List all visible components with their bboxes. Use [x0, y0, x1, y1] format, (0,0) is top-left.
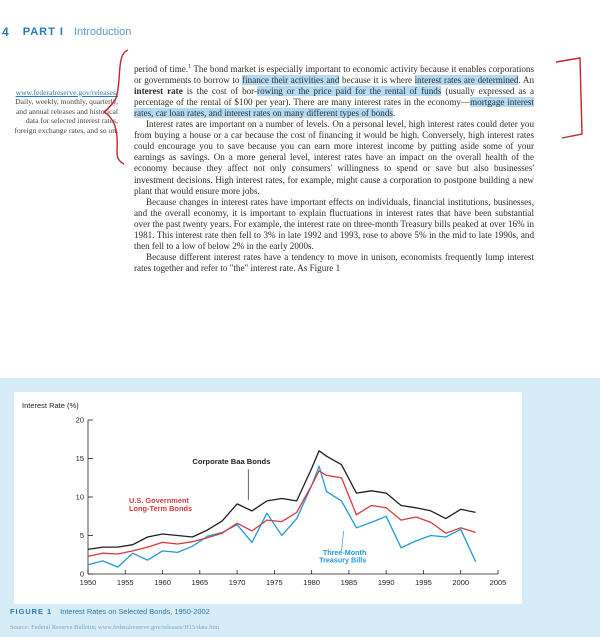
p1-text-d: . An: [518, 75, 534, 86]
margin-note-text: Daily, weekly, monthly, quarterly, and annual releases and historical data for selected interest rates, foreign exchange rates, and so on.: [14, 97, 118, 135]
p1-text-f: (usually expressed as a percentage of the rental of $100 per year). There are many interest rates in the economy—: [134, 86, 535, 108]
figure-number: FIGURE 1: [10, 607, 53, 616]
x-tick-label: 1985: [340, 578, 358, 587]
y-tick-label: 5: [79, 531, 84, 540]
margin-note-link[interactable]: www.federalreserve.gov/releases/: [15, 88, 118, 97]
x-tick-label: 1950: [79, 578, 97, 587]
label-tbill-line1: Three-Month: [322, 547, 367, 557]
p1-text-g: .: [392, 108, 396, 119]
x-tick-label: 1955: [116, 578, 134, 587]
body-text: [134, 62, 534, 274]
x-tick-label: 2005: [489, 578, 507, 587]
x-tick-label: 1980: [303, 578, 320, 587]
highlight-3: rowing or the price paid for the rental of funds: [257, 86, 442, 97]
p1-text-a: period of time.: [134, 64, 189, 75]
figure-source: Source: Federal Reserve Bulletin; www.federalreserve.gov/releases/H15/data.htm: [10, 624, 220, 631]
y-tick-label: 20: [75, 415, 84, 425]
page-number: 4: [2, 25, 9, 39]
x-tick-label: 1965: [191, 578, 209, 587]
footnote-marker: 1: [188, 64, 192, 70]
y-tick-label: 15: [75, 454, 84, 463]
figure-caption: [10, 607, 210, 616]
highlight-4: mortgage interest rates, car loan rates, and interest rates on many different types of bonds: [134, 97, 534, 119]
x-tick-label: 1990: [377, 578, 395, 587]
paragraph-3: Because changes in interest rates have important effects on individuals, financial institutions, businesses, and the overall economy, it is important to explain fluctuations in interest rates that have been substantial over the past twenty years. For example, the interest rate on three-month Treasury bills peaked at over 16% in 1981. This interest rate then fell to 3% in late 1992 and 1993, rose to above 5% in the mid to late 1990s, and then fell to a low of below 2% in the early 2000s.: [134, 196, 534, 251]
p1-text-b: The bond market is especially important to economic activity because it enables corporations or governments to borrow to: [134, 64, 534, 86]
p1-text-e: is the cost of bor-: [182, 86, 258, 97]
y-tick-label: 0: [79, 569, 84, 579]
p1-text-c: because it is where: [339, 75, 415, 86]
paragraph-2: Interest rates are important on a number of levels. On a personal level, high interest rates could deter you from buying a house or a car because the cost of financing it would be high. Conversely, high interest rates could encourage you to save because you can earn more interest income by putting aside some of your earnings as savings. On a more general level, interest rates have an impact on the overall health of the economy because they affect not only consumers' willingness to spend or save but also businesses' investment decisions. High interest rates, for example, might cause a corporation to postpone building a new plant that would ensure more jobs.: [134, 119, 534, 196]
paragraph-1: [134, 62, 534, 119]
key-term: interest rate: [134, 86, 183, 97]
paragraph-4: Because different interest rates have a tendency to move in unison, economists frequently lump interest rates together and refer to "the" interest rate. As Figure 1: [134, 251, 534, 273]
right-square-bracket: [556, 58, 582, 138]
highlight-1: finance their activities and: [242, 75, 340, 86]
figure-panel: [0, 378, 600, 637]
x-tick-label: 1975: [266, 578, 283, 587]
label-corporate-baa: Corporate Baa Bonds: [192, 456, 271, 466]
interest-rate-chart: [0, 378, 600, 607]
label-govt-line1: U.S. Government: [129, 496, 189, 506]
x-tick-label: 1970: [228, 578, 246, 587]
y-tick-label: 10: [75, 492, 84, 502]
part-label: PART I: [22, 26, 64, 38]
x-tick-label: 1960: [154, 578, 171, 587]
margin-note: [6, 88, 118, 135]
plot-card: [14, 392, 522, 604]
label-govt-line2: Long-Term Bonds: [129, 503, 193, 513]
part-title: Introduction: [73, 26, 132, 38]
figure-caption-text: Interest Rates on Selected Bonds, 1950-2002: [60, 607, 210, 616]
x-tick-label: 1995: [415, 578, 432, 587]
label-tbill-line2: Treasury Bills: [319, 555, 367, 565]
y-axis-label: Interest Rate (%): [22, 401, 79, 410]
highlight-2: interest rates are determined: [414, 75, 519, 86]
page-header: [0, 22, 131, 42]
x-tick-label: 2000: [452, 578, 470, 587]
